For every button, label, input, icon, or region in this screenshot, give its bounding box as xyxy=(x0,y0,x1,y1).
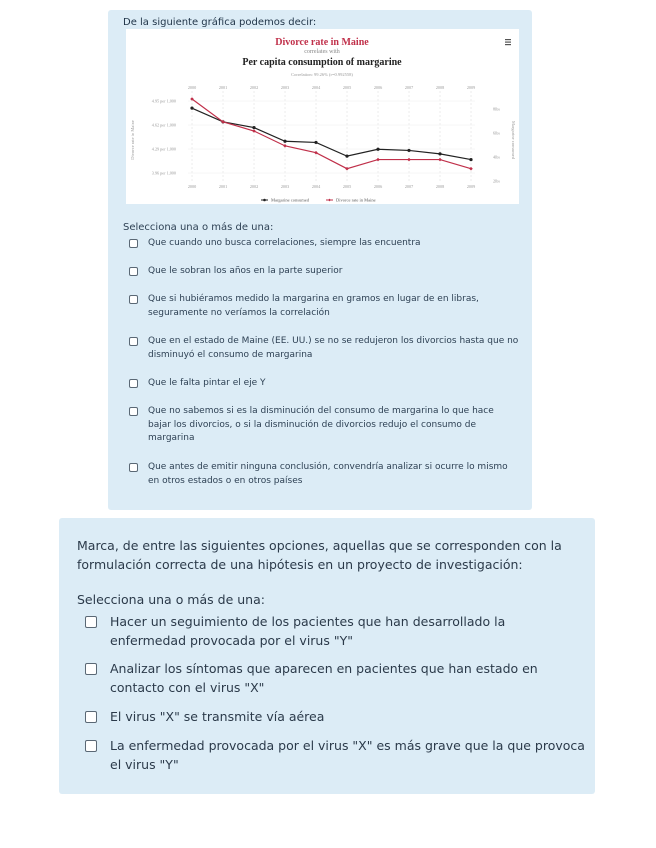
question-2-select-label: Selecciona una o más de una: xyxy=(77,592,265,607)
left-tick-label: 3.96 per 1,000 xyxy=(151,170,176,176)
right-tick-label: 8lbs xyxy=(493,106,500,112)
q1-option-3-label: Que si hubiéramos medido la margarina en gramos en lugar de en libras, seguramente no veríamos la correlación xyxy=(148,294,479,318)
right-tick-label: 4lbs xyxy=(493,154,500,160)
q2-option-2[interactable] xyxy=(85,659,585,697)
q1-option-7-checkbox[interactable] xyxy=(129,463,138,472)
x-tick-label-top: 2005 xyxy=(342,85,352,90)
q1-option-2[interactable] xyxy=(129,265,519,279)
right-tick-label: 6lbs xyxy=(493,130,500,136)
chart-title: Divorce rate in Maine xyxy=(275,37,369,48)
x-tick-label-top: 2007 xyxy=(404,85,414,90)
q1-option-4-checkbox[interactable] xyxy=(129,337,138,346)
q2-option-1-label: Hacer un seguimiento de los pacientes que han desarrollado la enfermedad provocada por el virus "Y" xyxy=(110,614,506,648)
legend-divorce: Divorce rate in Maine xyxy=(336,197,376,203)
q2-option-3-label: El virus "X" se transmite vía aérea xyxy=(110,709,325,724)
chart-plot-area xyxy=(152,85,501,189)
x-tick-label-top: 2001 xyxy=(218,85,228,90)
data-point-divorce xyxy=(438,158,442,162)
q1-option-7[interactable] xyxy=(129,461,519,488)
chart-correlation-note: Correlation: 99.26% (r=0.992558) xyxy=(291,72,353,77)
x-tick-label-bottom: 2001 xyxy=(218,184,228,189)
question-2-prompt: Marca, de entre las siguientes opciones, aquellas que se corresponden con la formulación correcta de una hipótesis en un proyecto de investigación: xyxy=(77,538,562,572)
chart-image xyxy=(126,29,519,204)
x-tick-label-bottom: 2008 xyxy=(435,184,445,189)
right-axis-label: Margarine consumed xyxy=(511,120,516,160)
data-point-margarine xyxy=(345,155,348,158)
data-point-divorce xyxy=(469,167,473,171)
q1-option-1-label: Que cuando uno busca correlaciones, siempre las encuentra xyxy=(148,238,421,248)
series-line-divorce xyxy=(192,99,471,169)
left-tick-label: 4.62 per 1,000 xyxy=(151,122,176,128)
data-point-divorce xyxy=(376,158,380,162)
q1-option-1[interactable] xyxy=(129,237,519,251)
chart-subtitle: correlates with xyxy=(304,49,340,55)
x-tick-label-top: 2004 xyxy=(311,85,321,90)
legend-marker-margarine xyxy=(263,199,266,202)
x-tick-label-bottom: 2002 xyxy=(249,184,259,189)
q2-option-1-checkbox[interactable] xyxy=(85,616,97,628)
data-point-margarine xyxy=(376,148,379,151)
q1-option-3-checkbox[interactable] xyxy=(129,295,138,304)
left-axis-label: Divorce rate in Maine xyxy=(130,120,135,160)
q1-option-4-label: Que en el estado de Maine (EE. UU.) se no se redujeron los divorcios hasta que no disminuyó el consumo de margarina xyxy=(148,336,519,360)
right-tick-label: 2lbs xyxy=(493,178,500,184)
data-point-margarine xyxy=(252,126,255,129)
series-line-margarine xyxy=(192,108,471,159)
q2-option-2-checkbox[interactable] xyxy=(85,663,97,675)
x-tick-label-bottom: 2005 xyxy=(342,184,352,189)
x-tick-label-bottom: 2003 xyxy=(280,184,290,189)
q2-option-3-checkbox[interactable] xyxy=(85,711,97,723)
q1-option-6-label: Que no sabemos si es la disminución del consumo de margarina lo que hace bajar los divorcios, o si la disminución de divorcios redujo el consumo de margarina xyxy=(148,406,494,443)
q1-option-5[interactable] xyxy=(129,377,519,391)
data-point-margarine xyxy=(469,158,472,161)
x-tick-label-bottom: 2000 xyxy=(187,184,197,189)
left-tick-label: 4.95 per 1,000 xyxy=(151,98,176,104)
question-1-prompt: De la siguiente gráfica podemos decir: xyxy=(123,17,317,28)
x-tick-label-top: 2006 xyxy=(373,85,383,90)
legend-marker-divorce xyxy=(328,199,331,202)
x-tick-label-top: 2002 xyxy=(249,85,259,90)
x-tick-label-top: 2003 xyxy=(280,85,290,90)
data-point-margarine xyxy=(314,141,317,144)
q1-option-3[interactable] xyxy=(129,293,519,320)
data-point-margarine xyxy=(438,152,441,155)
q1-option-2-label: Que le sobran los años en la parte superior xyxy=(148,266,343,276)
q1-option-4[interactable] xyxy=(129,335,519,362)
question-1-select-label: Selecciona una o más de una: xyxy=(123,222,274,233)
q2-option-1[interactable] xyxy=(85,612,585,650)
q1-option-7-label: Que antes de emitir ninguna conclusión, convendría analizar si ocurre lo mismo en otros estados o en otros países xyxy=(148,462,508,486)
q1-option-2-checkbox[interactable] xyxy=(129,267,138,276)
chart-svg xyxy=(126,29,519,204)
q2-option-4-label: La enfermedad provocada por el virus "X" es más grave que la que provoca el virus "Y" xyxy=(110,738,585,772)
x-tick-label-bottom: 2006 xyxy=(373,184,383,189)
x-tick-label-bottom: 2004 xyxy=(311,184,321,189)
q1-option-6[interactable] xyxy=(129,405,519,446)
q2-option-4-checkbox[interactable] xyxy=(85,740,97,752)
hamburger-menu-icon[interactable] xyxy=(505,39,511,45)
q2-option-3[interactable] xyxy=(85,707,585,726)
q1-option-6-checkbox[interactable] xyxy=(129,407,138,416)
x-tick-label-top: 2008 xyxy=(435,85,445,90)
q1-option-5-checkbox[interactable] xyxy=(129,379,138,388)
left-tick-label: 4.29 per 1,000 xyxy=(151,146,176,152)
data-point-margarine xyxy=(407,149,410,152)
x-tick-label-bottom: 2009 xyxy=(466,184,476,189)
x-tick-label-bottom: 2007 xyxy=(404,184,414,189)
legend-margarine: Margarine consumed xyxy=(271,197,310,203)
q1-option-5-label: Que le falta pintar el eje Y xyxy=(148,378,266,388)
data-point-margarine xyxy=(190,107,193,110)
q2-option-2-label: Analizar los síntomas que aparecen en pacientes que han estado en contacto con el virus "X" xyxy=(110,661,538,695)
q2-option-4[interactable] xyxy=(85,736,585,774)
chart-legend xyxy=(261,198,376,203)
chart-title-2: Per capita consumption of margarine xyxy=(242,57,402,68)
x-tick-label-top: 2000 xyxy=(187,85,197,90)
data-point-divorce xyxy=(407,158,411,162)
x-tick-label-top: 2009 xyxy=(466,85,476,90)
data-point-margarine xyxy=(283,140,286,143)
q1-option-1-checkbox[interactable] xyxy=(129,239,138,248)
